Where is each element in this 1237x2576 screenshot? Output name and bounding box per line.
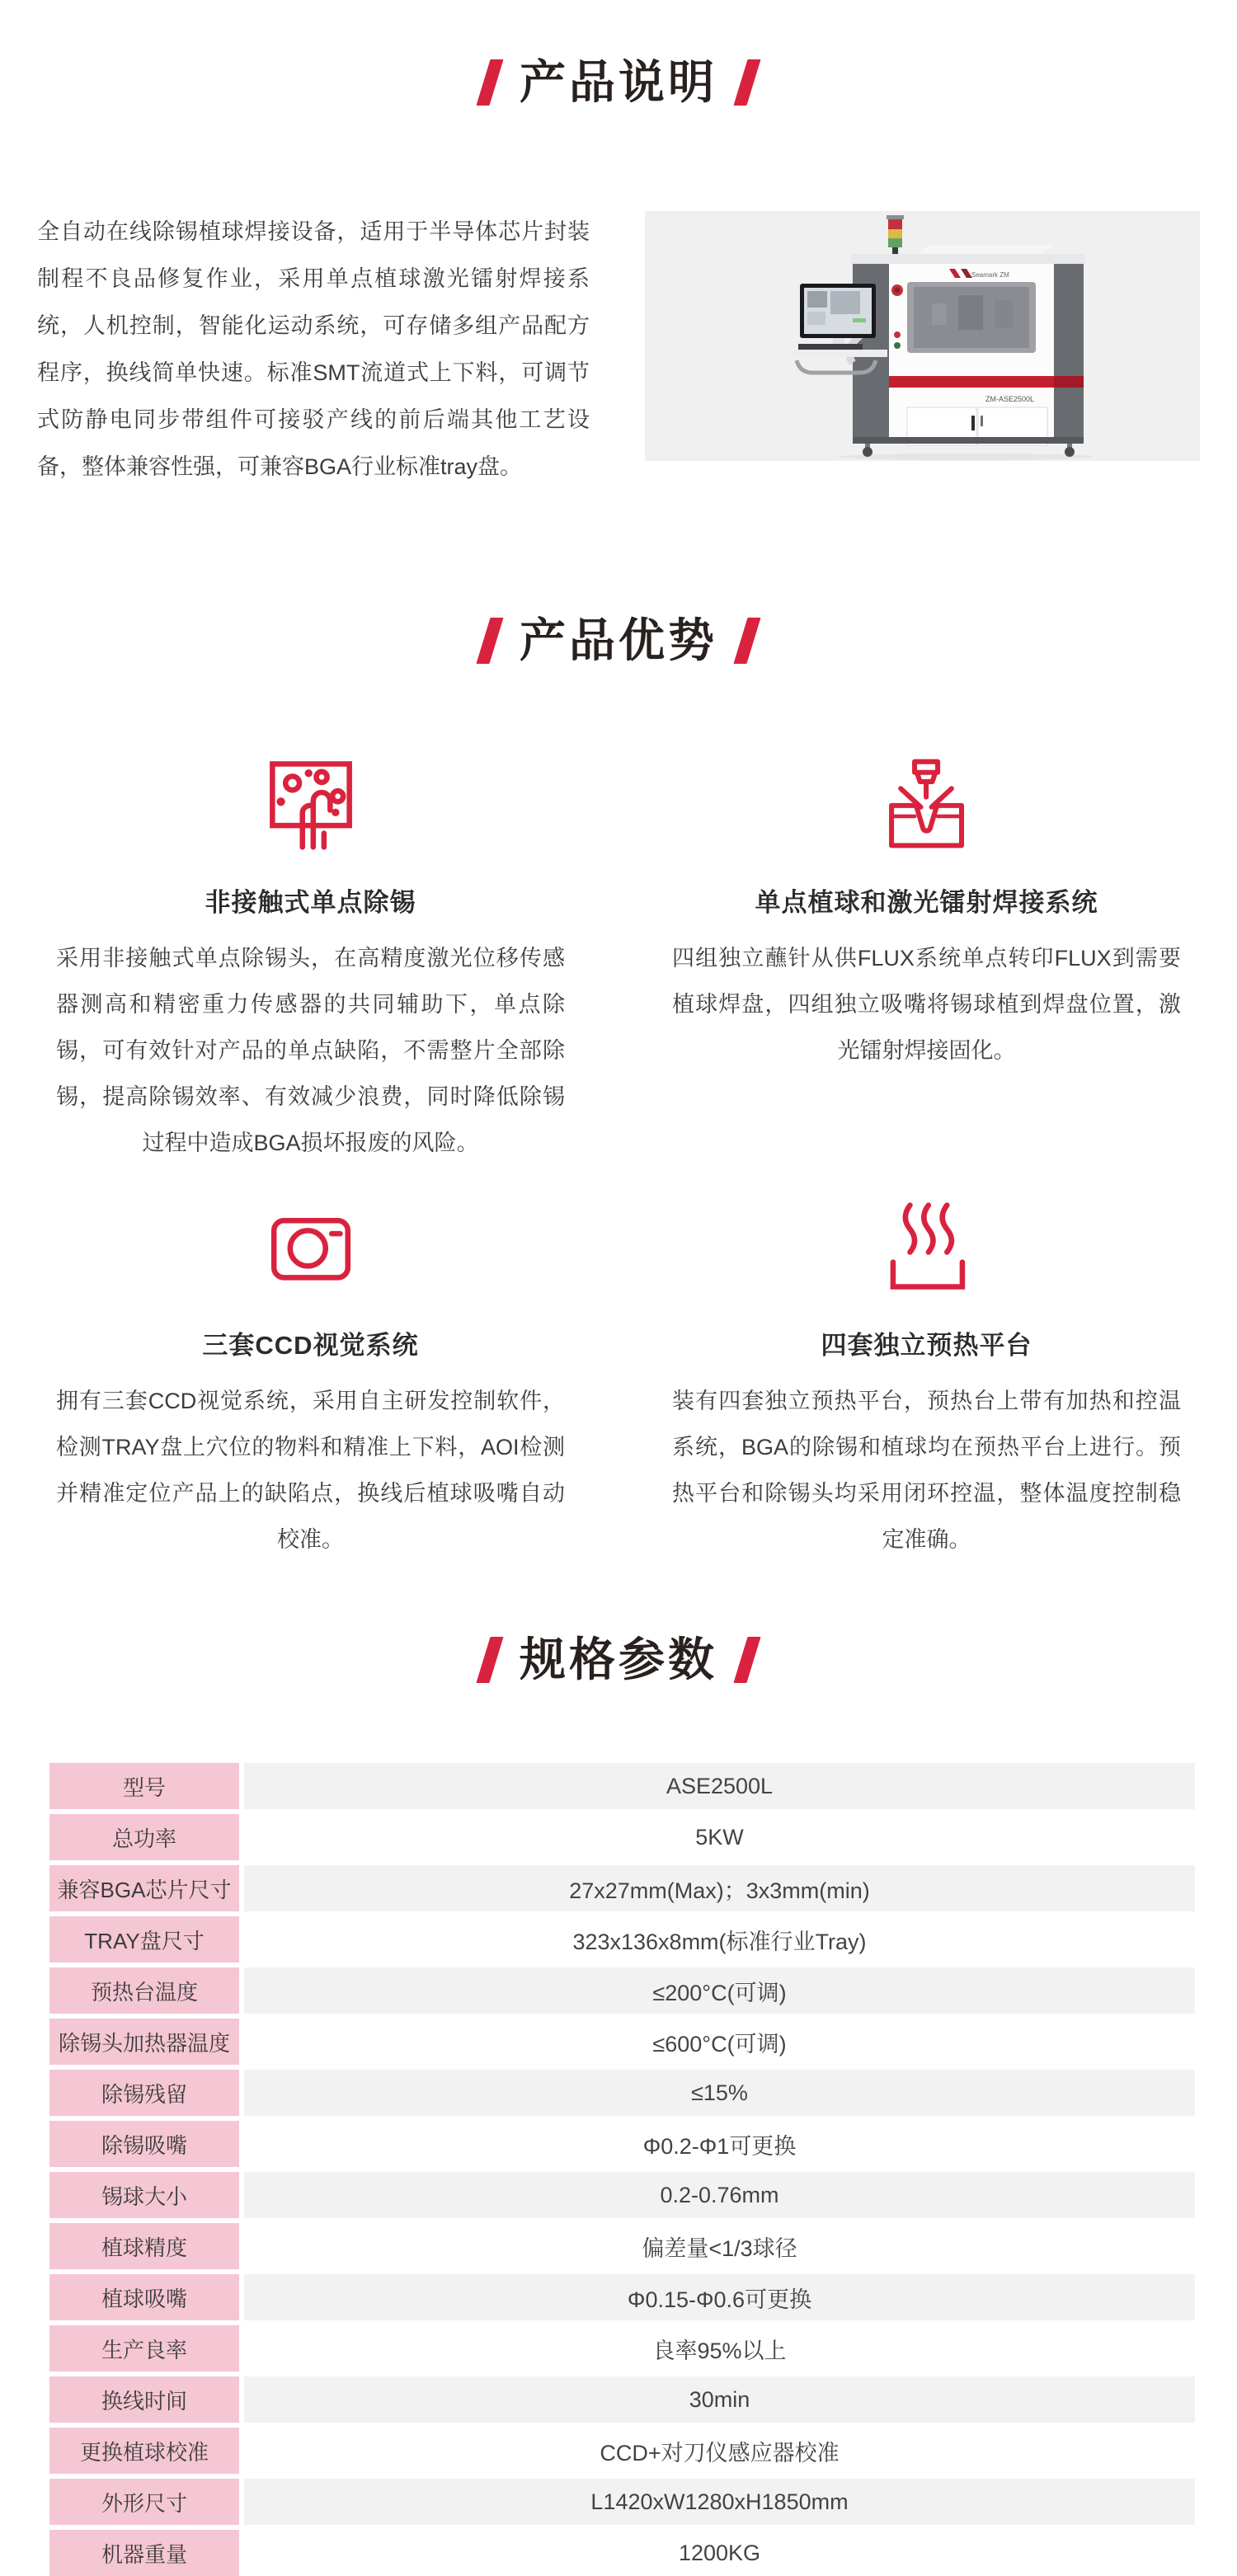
feature-heading: 非接触式单点除锡: [205, 888, 416, 917]
feature-body: 装有四套独立预热平台，预热台上带有加热和控温系统，BGA的除锡和植球均在预热平台上进行。预热平台和除锡头均采用闭环控温，整体温度控制稳定准确。: [672, 1389, 1181, 1552]
spec-label: 兼容BGA芯片尺寸: [49, 1865, 239, 1911]
page-title: 产品说明: [520, 56, 717, 108]
spec-label: 除锡残留: [49, 2070, 239, 2116]
spec-value: ≤200°C(可调): [244, 1967, 1195, 2014]
spec-label: 植球吸嘴: [49, 2274, 239, 2320]
spec-value: L1420xW1280xH1850mm: [244, 2479, 1195, 2525]
spec-value: 1200KG: [244, 2530, 1195, 2576]
feature-ccd-vision: [56, 1201, 565, 1563]
spec-value: ≤600°C(可调): [244, 2019, 1195, 2065]
section-description-title: [0, 58, 1237, 107]
spec-value: 0.2-0.76mm: [244, 2172, 1195, 2218]
machine-model-label: ZM-ASE2500L: [985, 395, 1034, 403]
spec-label: 除锡吸嘴: [49, 2121, 239, 2167]
slash-icon: [733, 618, 760, 664]
description-row: [37, 186, 1200, 513]
spec-row: [49, 1763, 1195, 1809]
spec-value: 30min: [244, 2376, 1195, 2423]
slash-icon: [733, 59, 760, 106]
section-advantages-title: [0, 616, 1237, 665]
slash-icon: [476, 618, 503, 664]
spec-row: [49, 2070, 1195, 2116]
spec-value: 良率95%以上: [244, 2325, 1195, 2372]
slash-icon: [476, 59, 503, 106]
spec-value: Φ0.2-Φ1可更换: [244, 2121, 1195, 2167]
spec-row: [49, 2223, 1195, 2269]
spec-label: 植球精度: [49, 2223, 239, 2269]
spec-label: 机器重量: [49, 2530, 239, 2576]
spec-value: 27x27mm(Max)；3x3mm(min): [244, 1865, 1195, 1911]
feature-laser-solder: [672, 758, 1181, 1166]
feature-preheat: [672, 1201, 1181, 1563]
specs-title: 规格参数: [520, 1634, 717, 1685]
spec-row: [49, 1814, 1195, 1860]
feature-heading: 四套独立预热平台: [821, 1331, 1032, 1360]
spec-row: [49, 2172, 1195, 2218]
machine-illustration: [645, 211, 1200, 461]
spec-table: [49, 1763, 1195, 2576]
spec-value: 323x136x8mm(标准行业Tray): [244, 1916, 1195, 1963]
spec-row: [49, 2530, 1195, 2576]
preheat-platform-icon: [672, 1201, 1181, 1293]
slash-icon: [476, 1637, 503, 1683]
spec-label: 预热台温度: [49, 1967, 239, 2014]
spec-label: 锡球大小: [49, 2172, 239, 2218]
spec-row: [49, 1916, 1195, 1963]
brand-label: Seamark ZM: [971, 271, 1009, 279]
spec-value: ≤15%: [244, 2070, 1195, 2116]
feature-desolder: [56, 758, 565, 1166]
feature-heading: 单点植球和激光镭射焊接系统: [755, 888, 1098, 917]
spec-label: 更换植球校准: [49, 2428, 239, 2474]
laser-solder-icon: [672, 758, 1181, 850]
spec-label: 生产良率: [49, 2325, 239, 2372]
slash-icon: [733, 1637, 760, 1683]
features-grid: [0, 758, 1237, 1563]
spec-label: 除锡头加热器温度: [49, 2019, 239, 2065]
spec-value: CCD+对刀仪感应器校准: [244, 2428, 1195, 2474]
spec-row: [49, 2121, 1195, 2167]
spec-row: [49, 1865, 1195, 1911]
spec-label: TRAY盘尺寸: [49, 1916, 239, 1963]
spec-label: 型号: [49, 1763, 239, 1809]
feature-body: 四组独立蘸针从供FLUX系统单点转印FLUX到需要植球焊盘，四组独立吸嘴将锡球植到焊盘位置，激光镭射焊接固化。: [672, 946, 1181, 1063]
spec-label: 外形尺寸: [49, 2479, 239, 2525]
feature-body: 拥有三套CCD视觉系统，采用自主研发控制软件，检测TRAY盘上穴位的物料和精准上下料，AOI检测并精准定位产品上的缺陷点，换线后植球吸嘴自动校准。: [56, 1389, 565, 1552]
feature-heading: 三套CCD视觉系统: [202, 1331, 419, 1360]
ccd-camera-icon: [56, 1201, 565, 1293]
spec-row: [49, 1967, 1195, 2014]
spec-label: 总功率: [49, 1814, 239, 1860]
spec-value: Φ0.15-Φ0.6可更换: [244, 2274, 1195, 2320]
spec-label: 换线时间: [49, 2376, 239, 2423]
feature-body: 采用非接触式单点除锡头，在高精度激光位移传感器测高和精密重力传感器的共同辅助下，单点除锡，可有效针对产品的单点缺陷，不需整片全部除锡，提高除锡效率、有效减少浪费，同时降低除锡过程中造成BGA损坏报废的风险。: [56, 946, 565, 1155]
spec-row: [49, 2274, 1195, 2320]
spec-value: 5KW: [244, 1814, 1195, 1860]
spec-row: [49, 2019, 1195, 2065]
spec-value: 偏差量<1/3球径: [244, 2223, 1195, 2269]
section-specs-title: [0, 1635, 1237, 1685]
spec-value: ASE2500L: [244, 1763, 1195, 1809]
advantages-title: 产品优势: [520, 614, 717, 666]
spec-row: [49, 2479, 1195, 2525]
description-paragraph: 全自动在线除锡植球焊接设备，适用于半导体芯片封装制程不良品修复作业，采用单点植球激光镭射焊接系统，人机控制，智能化运动系统，可存储多组产品配方程序，换线简单快速。标准SMT流道式上下料，可调节式防静电同步带组件可接驳产线的前后端其他工艺设备，整体兼容性强，可兼容BGA行业标准tray盘。: [37, 219, 590, 479]
spec-row: [49, 2325, 1195, 2372]
single-point-desolder-icon: [56, 758, 565, 850]
spec-row: [49, 2428, 1195, 2474]
product-photo: [645, 211, 1200, 461]
spec-row: [49, 2376, 1195, 2423]
